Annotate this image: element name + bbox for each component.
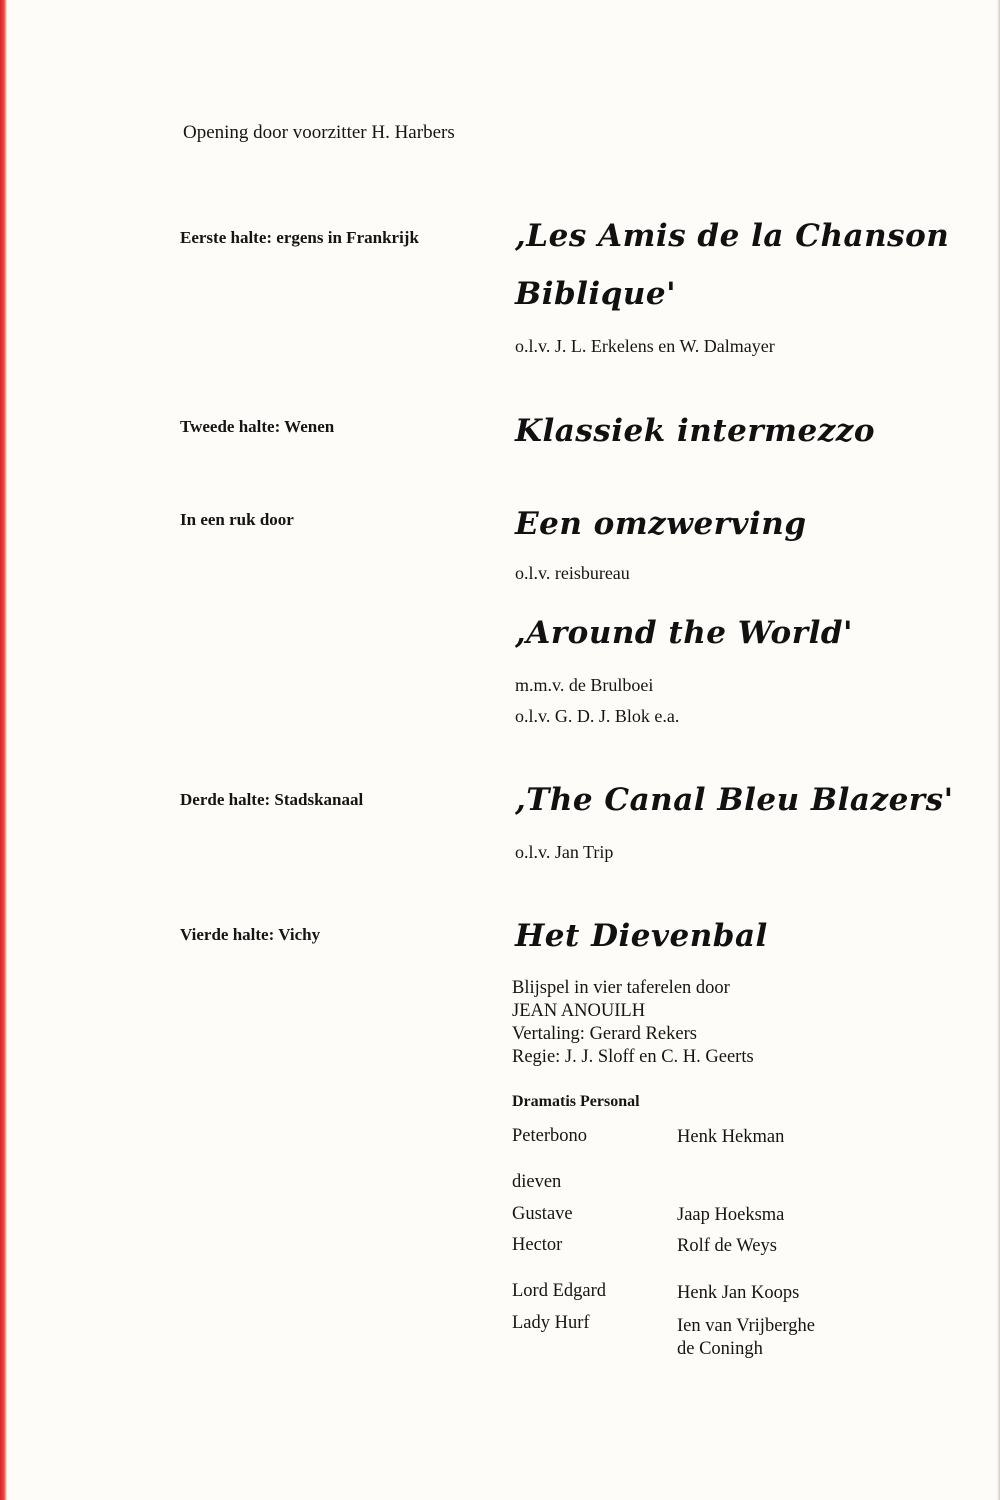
stop-label-third: Derde halte: Stadskanaal — [180, 790, 364, 809]
act-credit-around-world-2: o.l.v. G. D. J. Blok e.a. — [515, 706, 680, 726]
stop-label-second: Tweede halte: Wenen — [180, 417, 335, 436]
cast-role: Gustave — [512, 1204, 573, 1224]
act-credit-first: o.l.v. J. L. Erkelens en W. Dalmayer — [515, 336, 775, 356]
act-title-second: Klassiek intermezzo — [515, 413, 876, 449]
act-title-third: ,The Canal Bleu Blazers' — [515, 782, 954, 818]
act-credit-third: o.l.v. Jan Trip — [515, 842, 614, 862]
dramatis-heading: Dramatis Personal — [512, 1093, 640, 1110]
act-title-fourth: Het Dievenbal — [515, 918, 768, 954]
cast-actor: Rolf de Weys — [677, 1236, 777, 1256]
opening-line: Opening door voorzitter H. Harbers — [183, 122, 455, 143]
cast-role: Lord Edgard — [512, 1281, 607, 1301]
act-title-around-world: ,Around the World' — [515, 615, 854, 651]
cast-actor: Ien van Vrijberghe — [677, 1316, 815, 1336]
act-credit-transit: o.l.v. reisbureau — [515, 563, 630, 583]
cast-role: Hector — [512, 1235, 563, 1255]
act-title-transit: Een omzwerving — [515, 506, 807, 542]
stop-label-fourth: Vierde halte: Vichy — [180, 925, 321, 944]
cast-actor: Henk Jan Koops — [677, 1283, 800, 1303]
act-credit-around-world-1: m.m.v. de Brulboei — [515, 675, 654, 695]
act-title-first-line2: Biblique' — [515, 276, 677, 312]
stop-label-transit: In een ruk door — [180, 510, 294, 529]
play-description — [512, 977, 754, 1069]
act-title-first-line1: ,Les Amis de la Chanson — [515, 218, 950, 254]
cast-role: Lady Hurf — [512, 1313, 590, 1333]
cast-group-label: dieven — [512, 1172, 562, 1192]
cast-actor: Jaap Hoeksma — [677, 1205, 785, 1225]
play-direction: Regie: J. J. Sloff en C. H. Geerts — [512, 1047, 754, 1067]
cast-role: Peterbono — [512, 1126, 588, 1146]
stop-label-first: Eerste halte: ergens in Frankrijk — [180, 228, 419, 247]
play-translation: Vertaling: Gerard Rekers — [512, 1024, 697, 1044]
cast-actor: Henk Hekman — [677, 1127, 785, 1147]
play-author: JEAN ANOUILH — [512, 1001, 646, 1021]
cast-actor-continued: de Coningh — [677, 1339, 763, 1359]
book-spine-edge — [0, 0, 7, 1500]
play-line: Blijspel in vier taferelen door — [512, 978, 730, 998]
